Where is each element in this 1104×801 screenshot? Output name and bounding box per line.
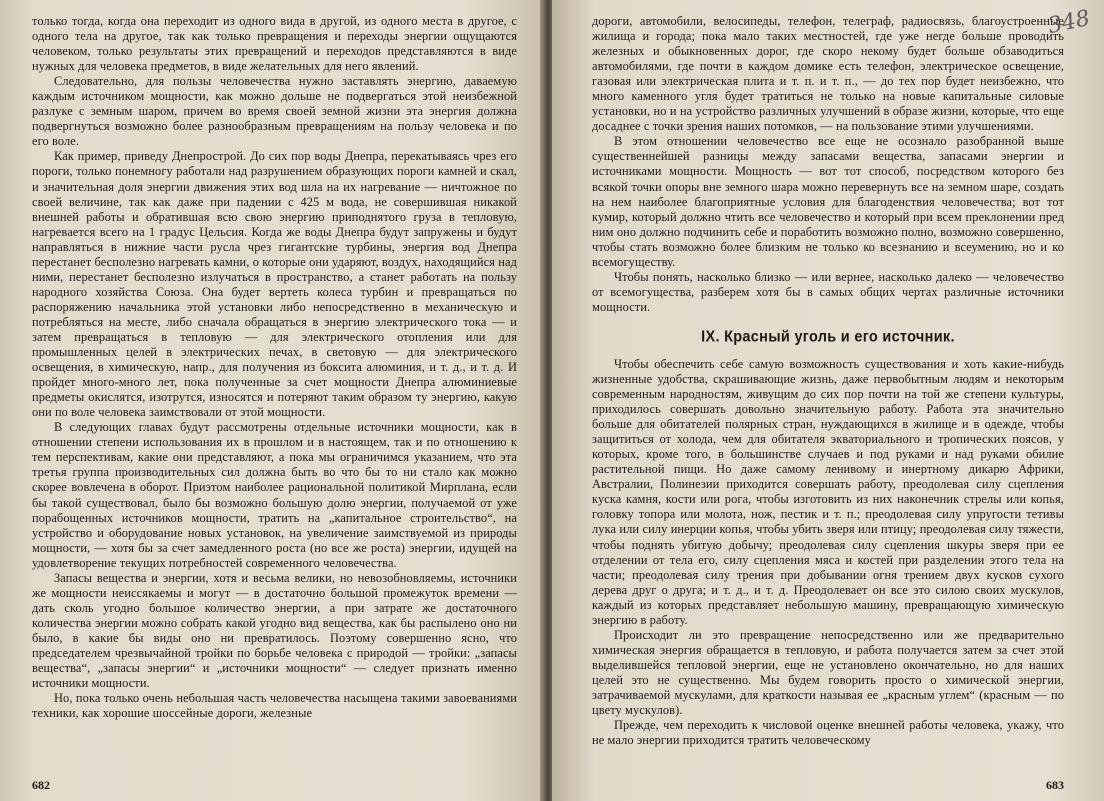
right-page <box>552 0 1104 801</box>
paragraph: Происходит ли это превращение непосредственно или же предварительно химическая энергия обращается в тепловую, и работа получается затем за счет этой выделившейся тепловой энергии, еще не установлено окончательно, но для наших целей это не существенно. Мы будем говорить просто о химической энергии, затрачиваемой мускулами, для краткости называя ее „красным углем“ (красным — по цвету мускулов). <box>592 627 1064 718</box>
paragraph: Как пример, приведу Днепрострой. До сих пор воды Днепра, перекатываясь чрез его пороги, только понемногу работали над разрушением образующих пороги камней и скал, и значительная доля энергии движения этих вод шла на их нагревание — ничтожное по своей величине, так как даже при падении с 425 м вода, не совершившая никакой внешней работы и обратившая всю свою энергию приподнятого груза в тепловую, нагревается всего на 1 градус Цельсия. Когда же воды Днепра будут запружены и будут направляться в нижние части русла чрез гигантские турбины, энергия вод Днепра перестанет бесполезно нагревать камни, о которые они ударяют, воздух, находящийся над ними, перестанет бесполезно излучаться в пространство, а станет работать на пользу народного хозяйства Союза. Она будет вертеть колеса турбин и превращаться по распоряжению начальника этой установки либо непосредственно в механическую и потребляться на месте, либо сначала обращаться в энергию электрического тока — и затем превращаться в тепловую — для электрического отопления или для промышленных целей в электрических печах, в световую — для электрического освещения, в химическую, напр., для получения из боксита алюминия, и т. д., и т. д. И пройдет много-много лет, пока полученные за счет мощности Днепра алюминиевые предметы окислятся, изотрутся, износятся и потеряют таким образом ту энергию, какую они по воле человека заимствовали от этой мощности. <box>32 149 517 420</box>
page-number: 682 <box>32 778 50 792</box>
handwritten-note: 348 <box>1045 5 1093 40</box>
paragraph: Чтобы обеспечить себе самую возможность существования и хоть какие-нибудь жизненные удобства, скрашивающие жизнь, даже первобытным людям и некоторым современным народностям, живущим до сих пор почти на той же степени культуры, приходилось совершать довольно значительную работу. Работа эта значительно больше для обитателей полярных стран, нуждающихся в жилище и в одежде, чтобы защититься от холода, чем для обитателя экваториального и тропических поясов, у которых, кроме того, в большинстве случаев и под руками и над руками обилие растительной пищи. Но даже самому ленивому и инертному дикарю Африки, Австралии, Полинезии приходится совершать работу, преодолевая силу сцепления куска камня, кости или рога, чтобы изготовить из них наконечник стрелы или копья, головку топора или молота, нож, пестик и т. п.; преодолевая силу упругости тетивы лука или силу инерции копья, чтобы убить зверя или птицу; преодолевая силу тяжести, чтобы поднять убитую добычу; преодолевая силу сцепления шкуры зверя при ее отделении от тела его, силу сцепления мяса и костей при разделении этого тела на части; преодолевая силу трения при добывании огня трением двух кусков сухого дерева друг о друга; и т. д., и т. д. Преодолевает он все это силою своих мускулов, каждый из которых представляет небольшую машину, превращающую химическую энергию в работу. <box>592 356 1064 627</box>
left-page-text <box>32 14 517 721</box>
paragraph: Но, пока только очень небольшая часть человечества насыщена такими завоеваниями техники, как хорошие шоссейные дороги, железные <box>32 691 517 721</box>
right-page-text <box>592 14 1064 748</box>
paragraph: Чтобы понять, насколько близко — или вернее, насколько далеко — человечество от всемогущества, разберем хотя бы в самых общих чертах различные источники мощности. <box>592 269 1064 314</box>
paragraph: В следующих главах будут рассмотрены отдельные источники мощности, как в отношении степени использования их в прошлом и в настоящем, так и по отношению к тем перспективам, какие они представляют, а пока мы ограничимся указанием, что эта третья группа производительных сил должна быть во что бы то ни стало как можно скорее вовлечена в оборот. Приэтом наиболее рациональной политикой Мирплана, если бы такой существовал, было бы возможно большую долю энергии, получаемой от уже порабощенных источников мощности, тратить на „капитальное строительство“, на устройство и оборудование новых установок, на увеличение заимствуемой из природы мощности, — хотя бы за счет замедленного роста (но все же роста) энергии, идущей на удовлетворение текущих потребностей современного человечества. <box>32 420 517 570</box>
paragraph: Прежде, чем переходить к числовой оценке внешней работы человека, укажу, что не мало энергии приходится тратить человеческому <box>592 718 1064 748</box>
paragraph: В этом отношении человечество все еще не осознало разобранной выше существеннейшей разницы между запасами вещества, запасами энергии и источниками мощности. Мощность — вот тот способ, посредством которого без всякой точки опоры вне земного шара можно перевернуть все на земном шаре, создать на нем наиболее благоприятные условия для благоденствия человечества; вот тот кумир, который должно чтить все человечество и который при всем преклонении пред ним оно должно подчинить себе и поработить возможно полно, возможно совершенно, чтобы стать возможно более близким не только ко всезнанию и всеумению, но и ко всемогуществу. <box>592 134 1064 269</box>
left-page <box>0 0 545 801</box>
page-number: 683 <box>1046 778 1064 792</box>
chapter-title: IX. Красный уголь и его источник. <box>701 328 955 346</box>
paragraph: Запасы вещества и энергии, хотя и весьма велики, но невозобновляемы, источники же мощности неиссякаемы и могут — в достаточно большой промежуток времени — дать сколь угодно большое количество энергии, а при затрате же достаточного количества энергии можно собрать какой угодно вид вещества, как бы распылено оно ни было, в какие бы виды оно ни превратилось. Поэтому совершенно ясно, что председателем чрезвычайной тройки по борьбе человека с природой — тройки: „запасы вещества“, „запасы энергии“ и „источники мощности“ — следует признать именно источники мощности. <box>32 570 517 691</box>
paragraph: Следовательно, для пользы человечества нужно заставлять энергию, даваемую каждым источником мощности, как можно дольше не подвергаться этой неизбежной разлуке с земным шаром, причем во время своей земной жизни эта энергия должна подвергнуться возможно более разнообразным превращениям на пользу человека и по его воле. <box>32 74 517 149</box>
paragraph: только тогда, когда она переходит из одного вида в другой, из одного места в другое, с одного тела на другое, так как только превращения и переходы энергии ощущаются человеком, только результаты этих превращений и переходов представляются в виде нужных для человека предметов, в виде желательных для него явлений. <box>32 14 517 74</box>
paragraph: дороги, автомобили, велосипеды, телефон, телеграф, радиосвязь, благоустроенные жилища и города; пока мало таких местностей, где уже негде больше проводить железных и обыкновенных дорог, где скоро некому будет больше обзаводиться автомобилями, где почти в каждом домике есть телефон, электрическое освещение, газовая или электрическая плита и т. п. и т. п., — до тех пор будет неизбежно, что много каменного угля будет тратиться не только на новые капитальные силовые установки, но и на устройство различных улучшений в образе жизни, которые, что еще досаднее с точки зрения наших потомков, — на пользование этими улучшениями. <box>592 14 1064 134</box>
